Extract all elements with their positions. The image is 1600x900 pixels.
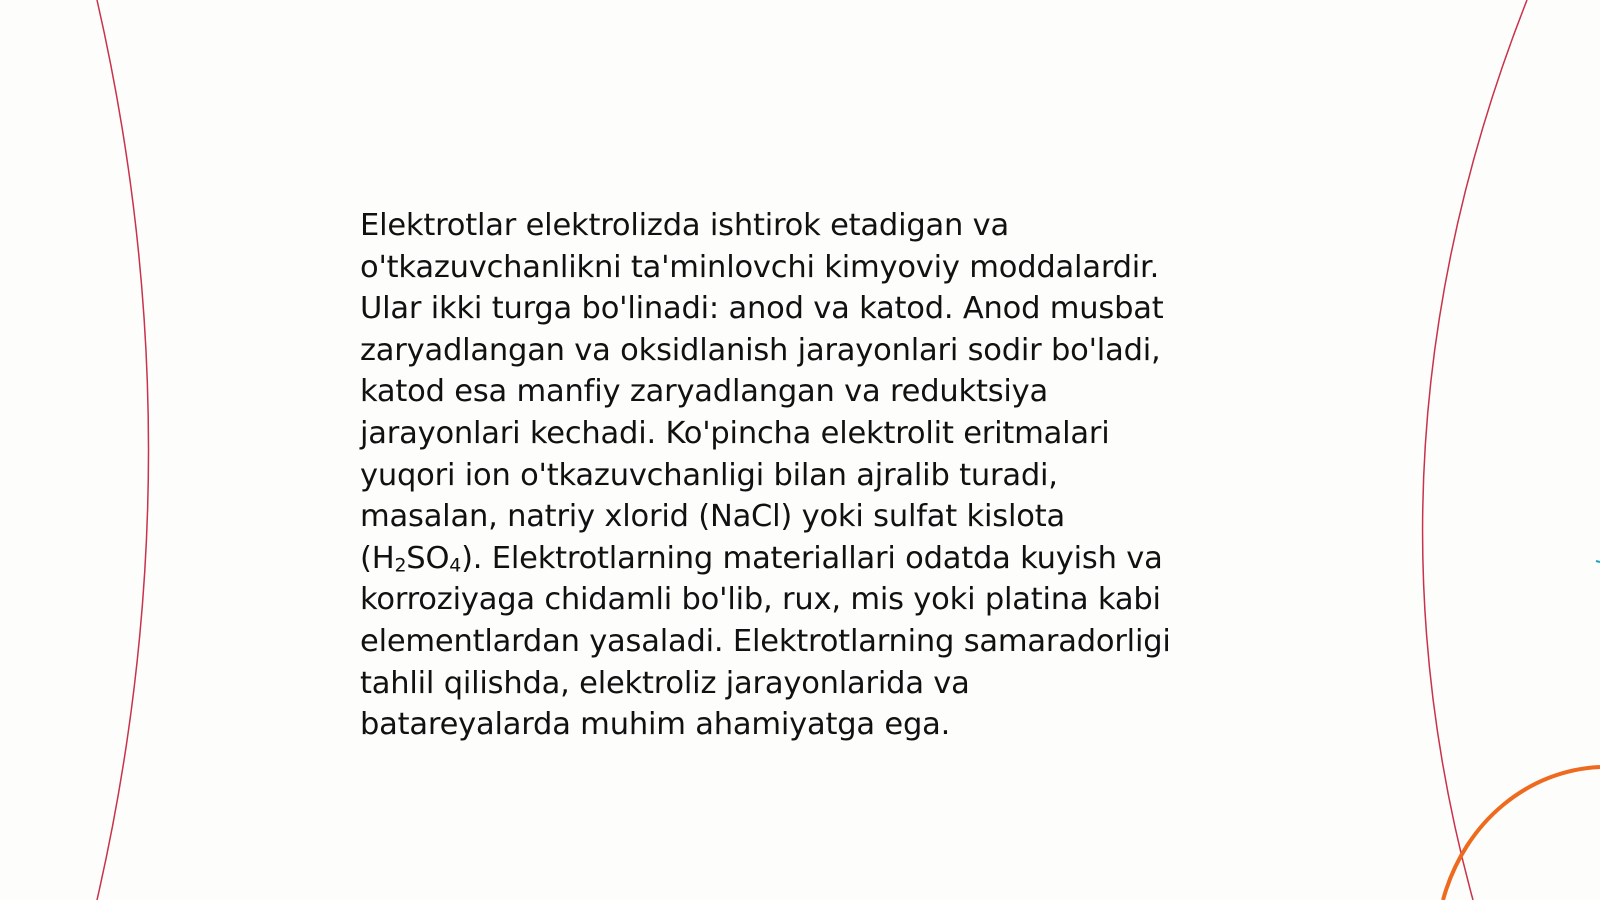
text-line: tahlil qilishda, elektroliz jarayonlarida va: [360, 665, 970, 701]
text-line: zaryadlangan va oksidlanish jarayonlari sodir bo'ladi,: [360, 332, 1161, 368]
text-line: korroziyaga chidamli bo'lib, rux, mis yoki platina kabi: [360, 582, 1161, 618]
text-line: Ular ikki turga bo'linadi: anod va katod. Anod musbat: [360, 291, 1164, 327]
text-line-formula: [360, 541, 1163, 576]
text-line: batareyalarda muhim ahamiyatga ega.: [360, 707, 951, 743]
right-arc: [1423, 0, 1527, 900]
body-paragraph: [360, 205, 1260, 746]
subscript-2: 2: [394, 554, 407, 577]
subscript-4: 4: [449, 554, 462, 577]
text-line: yuqori ion o'tkazuvchanligi bilan ajralib turadi,: [360, 457, 1058, 493]
formula-rest: ). Elektrotlarning materiallari odatda kuyish va: [461, 540, 1163, 576]
text-line: jarayonlari kechadi. Ko'pincha elektrolit eritmalari: [360, 415, 1110, 451]
orange-arc: [1443, 767, 1600, 900]
text-line: masalan, natriy xlorid (NaCl) yoki sulfat kislota: [360, 499, 1065, 535]
accent-tick: [1596, 561, 1600, 562]
left-arc: [97, 0, 149, 900]
text-line: elementlardan yasaladi. Elektrotlarning samaradorligi: [360, 623, 1171, 659]
formula-open: (H: [360, 540, 395, 576]
text-line: katod esa manfiy zaryadlangan va reduktsiya: [360, 374, 1049, 410]
text-line: Elektrotlar elektrolizda ishtirok etadigan va: [360, 208, 1009, 243]
text-line: o'tkazuvchanlikni ta'minlovchi kimyoviy moddalardir.: [360, 249, 1160, 285]
formula-so: SO: [406, 540, 450, 576]
